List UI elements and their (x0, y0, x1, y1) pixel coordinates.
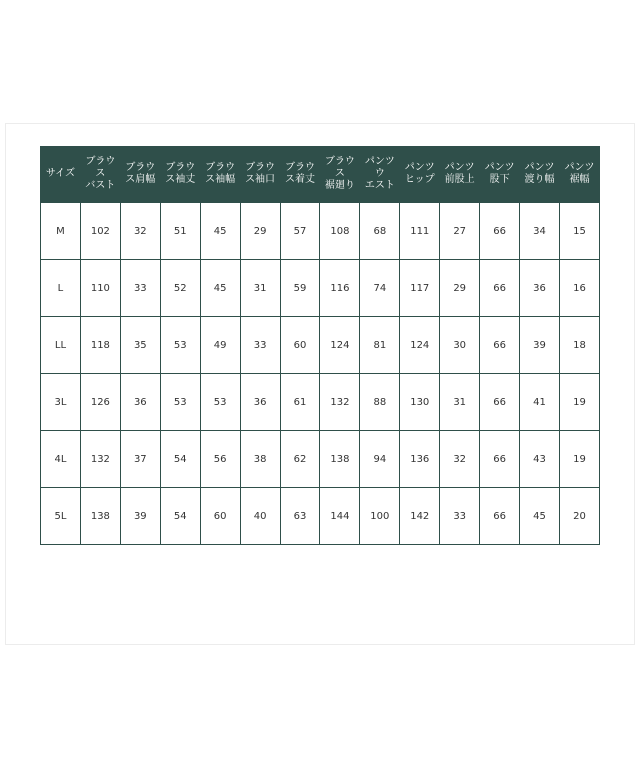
size-label-cell: 4L (41, 431, 81, 488)
table-cell: 29 (240, 203, 280, 260)
table-cell: 138 (80, 488, 120, 545)
table-cell: 19 (559, 431, 599, 488)
table-row (41, 488, 600, 545)
table-cell: 57 (280, 203, 320, 260)
table-cell: 41 (520, 374, 560, 431)
table-cell: 144 (320, 488, 360, 545)
column-header: パンツ 渡り幅 (520, 146, 560, 203)
table-cell: 37 (120, 431, 160, 488)
table-cell: 88 (360, 374, 400, 431)
table-cell: 20 (559, 488, 599, 545)
table-header-row (41, 146, 600, 203)
column-header: ブラウ ス肩幅 (120, 146, 160, 203)
table-cell: 94 (360, 431, 400, 488)
table-cell: 102 (80, 203, 120, 260)
size-label-cell: L (41, 260, 81, 317)
table-cell: 66 (480, 203, 520, 260)
table-cell: 62 (280, 431, 320, 488)
table-cell: 56 (200, 431, 240, 488)
table-cell: 36 (520, 260, 560, 317)
table-cell: 63 (280, 488, 320, 545)
table-cell: 53 (160, 317, 200, 374)
size-chart-table (40, 146, 600, 545)
size-label-cell: 5L (41, 488, 81, 545)
table-cell: 33 (120, 260, 160, 317)
table-cell: 45 (200, 203, 240, 260)
size-label-cell: M (41, 203, 81, 260)
table-cell: 66 (480, 317, 520, 374)
column-header: パンツ 前股上 (440, 146, 480, 203)
table-cell: 40 (240, 488, 280, 545)
table-cell: 74 (360, 260, 400, 317)
table-cell: 117 (400, 260, 440, 317)
table-cell: 36 (240, 374, 280, 431)
table-cell: 15 (559, 203, 599, 260)
column-header: ブラウ ス袖幅 (200, 146, 240, 203)
column-header: ブラウス 裾廻り (320, 146, 360, 203)
table-cell: 52 (160, 260, 200, 317)
size-label-cell: 3L (41, 374, 81, 431)
table-cell: 54 (160, 488, 200, 545)
table-cell: 66 (480, 374, 520, 431)
table-cell: 61 (280, 374, 320, 431)
table-cell: 118 (80, 317, 120, 374)
table-cell: 36 (120, 374, 160, 431)
table-cell: 54 (160, 431, 200, 488)
table-cell: 66 (480, 260, 520, 317)
table-cell: 33 (240, 317, 280, 374)
table-cell: 31 (440, 374, 480, 431)
table-row (41, 431, 600, 488)
table-cell: 126 (80, 374, 120, 431)
table-cell: 29 (440, 260, 480, 317)
table-cell: 35 (120, 317, 160, 374)
column-header: ブラウ ス袖口 (240, 146, 280, 203)
column-header: サイズ (41, 146, 81, 203)
column-header: ブラウ ス袖丈 (160, 146, 200, 203)
column-header: ブラウス バスト (80, 146, 120, 203)
table-cell: 132 (80, 431, 120, 488)
table-row (41, 260, 600, 317)
table-cell: 51 (160, 203, 200, 260)
table-cell: 45 (200, 260, 240, 317)
table-cell: 142 (400, 488, 440, 545)
table-cell: 136 (400, 431, 440, 488)
table-cell: 32 (120, 203, 160, 260)
table-cell: 108 (320, 203, 360, 260)
table-cell: 38 (240, 431, 280, 488)
table-cell: 59 (280, 260, 320, 317)
table-row (41, 317, 600, 374)
table-cell: 43 (520, 431, 560, 488)
column-header: ブラウ ス着丈 (280, 146, 320, 203)
column-header: パンツ 股下 (480, 146, 520, 203)
table-cell: 66 (480, 431, 520, 488)
column-header: パンツ ヒップ (400, 146, 440, 203)
table-cell: 60 (200, 488, 240, 545)
table-cell: 132 (320, 374, 360, 431)
table-row (41, 203, 600, 260)
table-cell: 39 (120, 488, 160, 545)
table-cell: 53 (200, 374, 240, 431)
table-cell: 34 (520, 203, 560, 260)
table-cell: 39 (520, 317, 560, 374)
table-cell: 27 (440, 203, 480, 260)
table-cell: 130 (400, 374, 440, 431)
table-cell: 19 (559, 374, 599, 431)
table-cell: 81 (360, 317, 400, 374)
table-cell: 60 (280, 317, 320, 374)
table-body (41, 203, 600, 545)
table-cell: 68 (360, 203, 400, 260)
table-cell: 124 (320, 317, 360, 374)
table-cell: 32 (440, 431, 480, 488)
size-label-cell: LL (41, 317, 81, 374)
table-cell: 31 (240, 260, 280, 317)
table-cell: 100 (360, 488, 400, 545)
table-cell: 45 (520, 488, 560, 545)
table-cell: 16 (559, 260, 599, 317)
table-cell: 116 (320, 260, 360, 317)
column-header: パンツ 裾幅 (559, 146, 599, 203)
table-cell: 18 (559, 317, 599, 374)
table-cell: 66 (480, 488, 520, 545)
column-header: パンツウ エスト (360, 146, 400, 203)
table-cell: 111 (400, 203, 440, 260)
table-row (41, 374, 600, 431)
table-cell: 124 (400, 317, 440, 374)
table-cell: 53 (160, 374, 200, 431)
table-cell: 30 (440, 317, 480, 374)
table-cell: 49 (200, 317, 240, 374)
table-cell: 33 (440, 488, 480, 545)
table-cell: 138 (320, 431, 360, 488)
table-cell: 110 (80, 260, 120, 317)
